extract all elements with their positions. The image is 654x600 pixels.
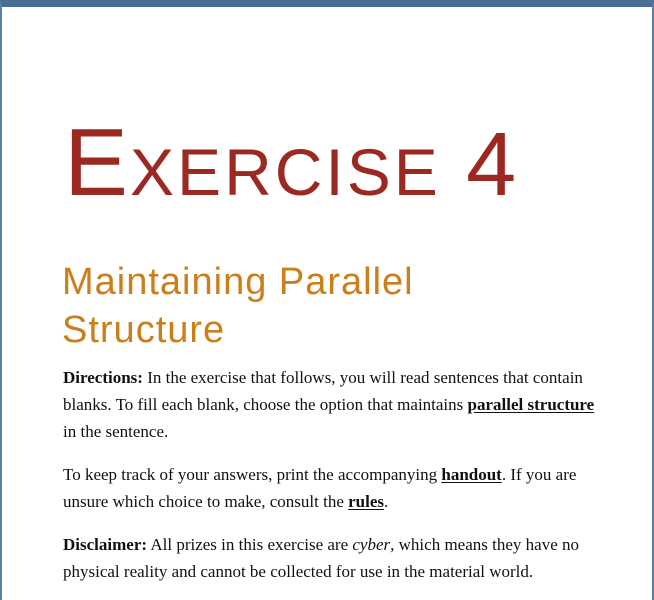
- handout-link[interactable]: handout: [441, 465, 502, 484]
- handout-text-a: To keep track of your answers, print the accompanying: [63, 465, 442, 484]
- disclaimer-text-b: , which means they have no physical reality and cannot be collected for use in the material world.: [63, 535, 579, 581]
- title-cap-letter: E: [64, 109, 131, 216]
- directions-text-a: In the exercise that follows, you will read sentences that contain blanks. To fill each blank, choose the option that maintains: [63, 368, 583, 414]
- handout-paragraph: [63, 461, 603, 515]
- directions-label: Directions:: [63, 368, 143, 387]
- handout-text-b: . If you are unsure which choice to make, consult the: [63, 465, 577, 511]
- handout-text-c: .: [384, 492, 389, 511]
- title-number: 4: [466, 115, 520, 215]
- disclaimer-label: Disclaimer:: [63, 535, 148, 554]
- directions-paragraph: [63, 364, 603, 445]
- disclaimer-text-a: All prizes in this exercise are: [147, 535, 353, 554]
- directions-text-b: in the sentence.: [63, 422, 169, 441]
- parallel-structure-link[interactable]: parallel structure: [467, 395, 595, 414]
- instructions-body: [63, 364, 603, 600]
- disclaimer-emphasis: cyber: [352, 535, 391, 554]
- rules-link[interactable]: rules: [348, 492, 385, 511]
- exercise-title: [64, 109, 520, 220]
- exercise-subtitle: Maintaining Parallel Structure: [62, 261, 414, 351]
- disclaimer-paragraph: [63, 531, 603, 585]
- title-rest: XERCISE: [130, 135, 441, 209]
